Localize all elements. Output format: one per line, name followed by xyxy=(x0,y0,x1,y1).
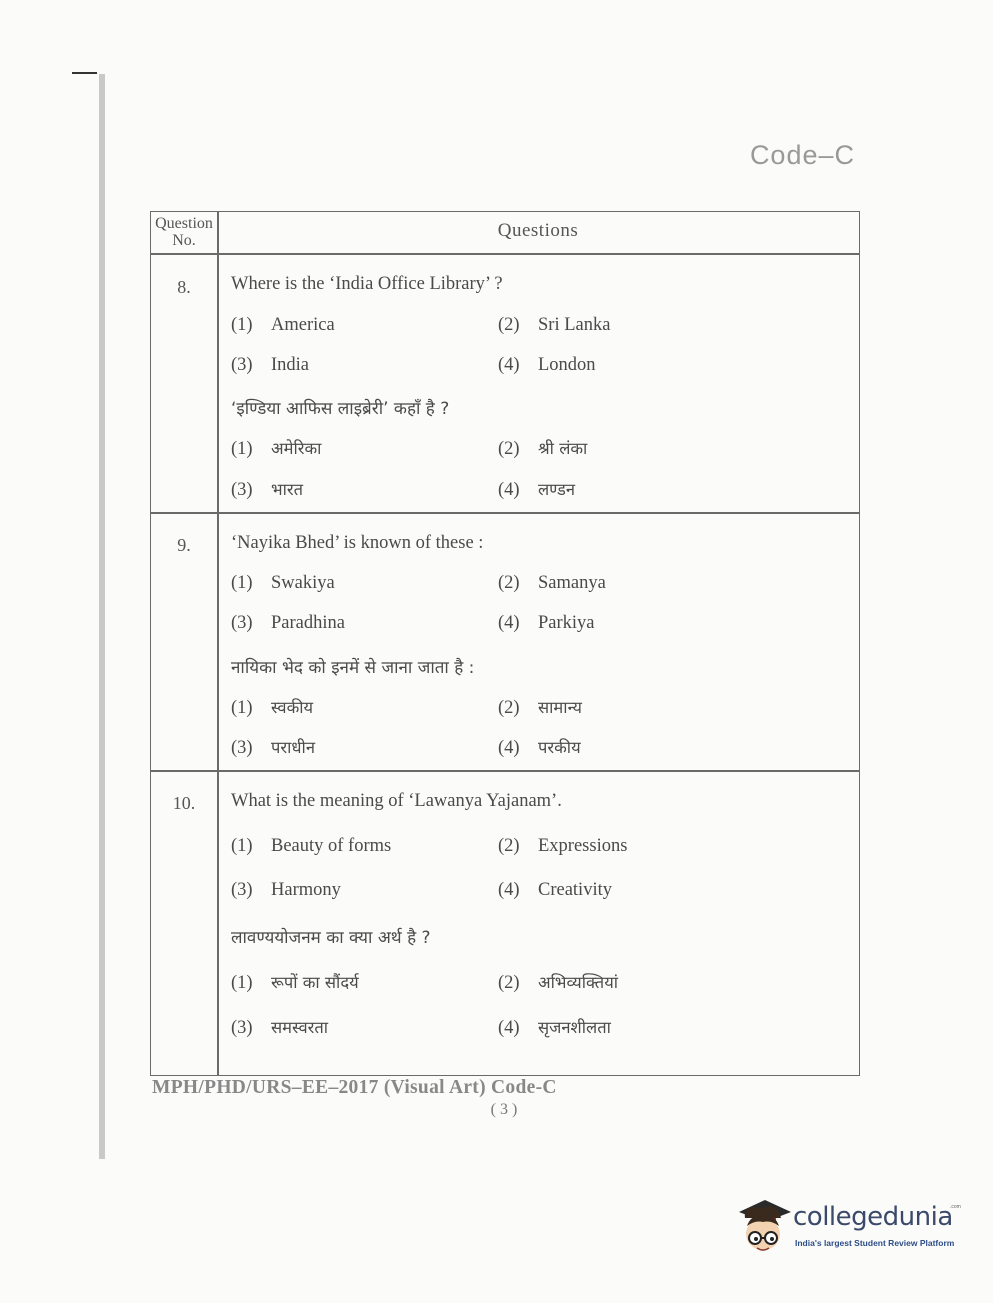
paper-code: Code–C xyxy=(749,140,855,170)
margin-line xyxy=(99,74,105,1159)
option: (4) Creativity xyxy=(498,880,612,900)
collegedunia-logo[interactable] xyxy=(735,1196,965,1264)
option-hi: (4) लण्डन xyxy=(498,480,576,500)
option: (3) Harmony xyxy=(231,880,341,900)
question-text-hi: नायिका भेद को इनमें से जाना जाता है : xyxy=(231,658,475,678)
option: (4) Parkiya xyxy=(498,613,595,633)
option-hi: (2) सामान्य xyxy=(498,698,583,718)
header-questions: Questions xyxy=(497,220,579,241)
logo-tagline: India's largest Student Review Platform xyxy=(795,1238,955,1248)
question-number: 9. xyxy=(177,535,191,555)
margin-tick xyxy=(72,72,97,74)
question-number: 10. xyxy=(172,793,196,813)
question-text-en: Where is the ‘India Office Library’ ? xyxy=(231,274,503,294)
question-text-hi: लावण्ययोजनम का क्या अर्थ है ? xyxy=(231,928,431,948)
page-number: ( 3 ) xyxy=(490,1101,518,1118)
option: (2) Sri Lanka xyxy=(498,315,611,335)
question-table xyxy=(150,211,860,1076)
option-hi: (1) स्वकीय xyxy=(231,698,314,718)
row-divider xyxy=(151,770,859,772)
logo-wordmark: collegedunia xyxy=(793,1202,953,1232)
option: (2) Samanya xyxy=(498,573,606,593)
mascot-icon xyxy=(735,1196,795,1264)
option: (4) London xyxy=(498,355,596,375)
option: (3) India xyxy=(231,355,310,375)
question-number: 8. xyxy=(177,277,191,297)
option-hi: (3) भारत xyxy=(231,480,304,500)
question-text-hi: ‘इण्डिया आफिस लाइब्रेरी’ कहाँ है ? xyxy=(231,399,450,419)
row-divider xyxy=(151,512,859,514)
option-hi: (4) परकीय xyxy=(498,738,581,758)
option: (3) Paradhina xyxy=(231,613,345,633)
logo-domain: .com xyxy=(950,1204,961,1210)
question-text-en: ‘Nayika Bhed’ is known of these : xyxy=(231,533,484,553)
option-hi: (3) समस्वरता xyxy=(231,1018,329,1038)
question-text-en: What is the meaning of ‘Lawanya Yajanam’. xyxy=(231,791,562,811)
option: (1) Beauty of forms xyxy=(231,836,392,856)
footer-paper-code: MPH/PHD/URS–EE–2017 (Visual Art) Code-C xyxy=(152,1077,557,1098)
option-hi: (1) अमेरिका xyxy=(231,439,322,459)
column-divider xyxy=(217,212,219,1075)
option-hi: (4) सृजनशीलता xyxy=(498,1018,611,1038)
option-hi: (3) पराधीन xyxy=(231,738,315,758)
option-hi: (2) अभिव्यक्तियां xyxy=(498,973,619,993)
option: (1) America xyxy=(231,315,335,335)
option: (1) Swakiya xyxy=(231,573,335,593)
header-divider xyxy=(151,253,859,255)
header-question-no: Question No. xyxy=(155,215,213,249)
option-hi: (1) रूपों का सौंदर्य xyxy=(231,973,359,993)
option: (2) Expressions xyxy=(498,836,628,856)
option-hi: (2) श्री लंका xyxy=(498,439,588,459)
